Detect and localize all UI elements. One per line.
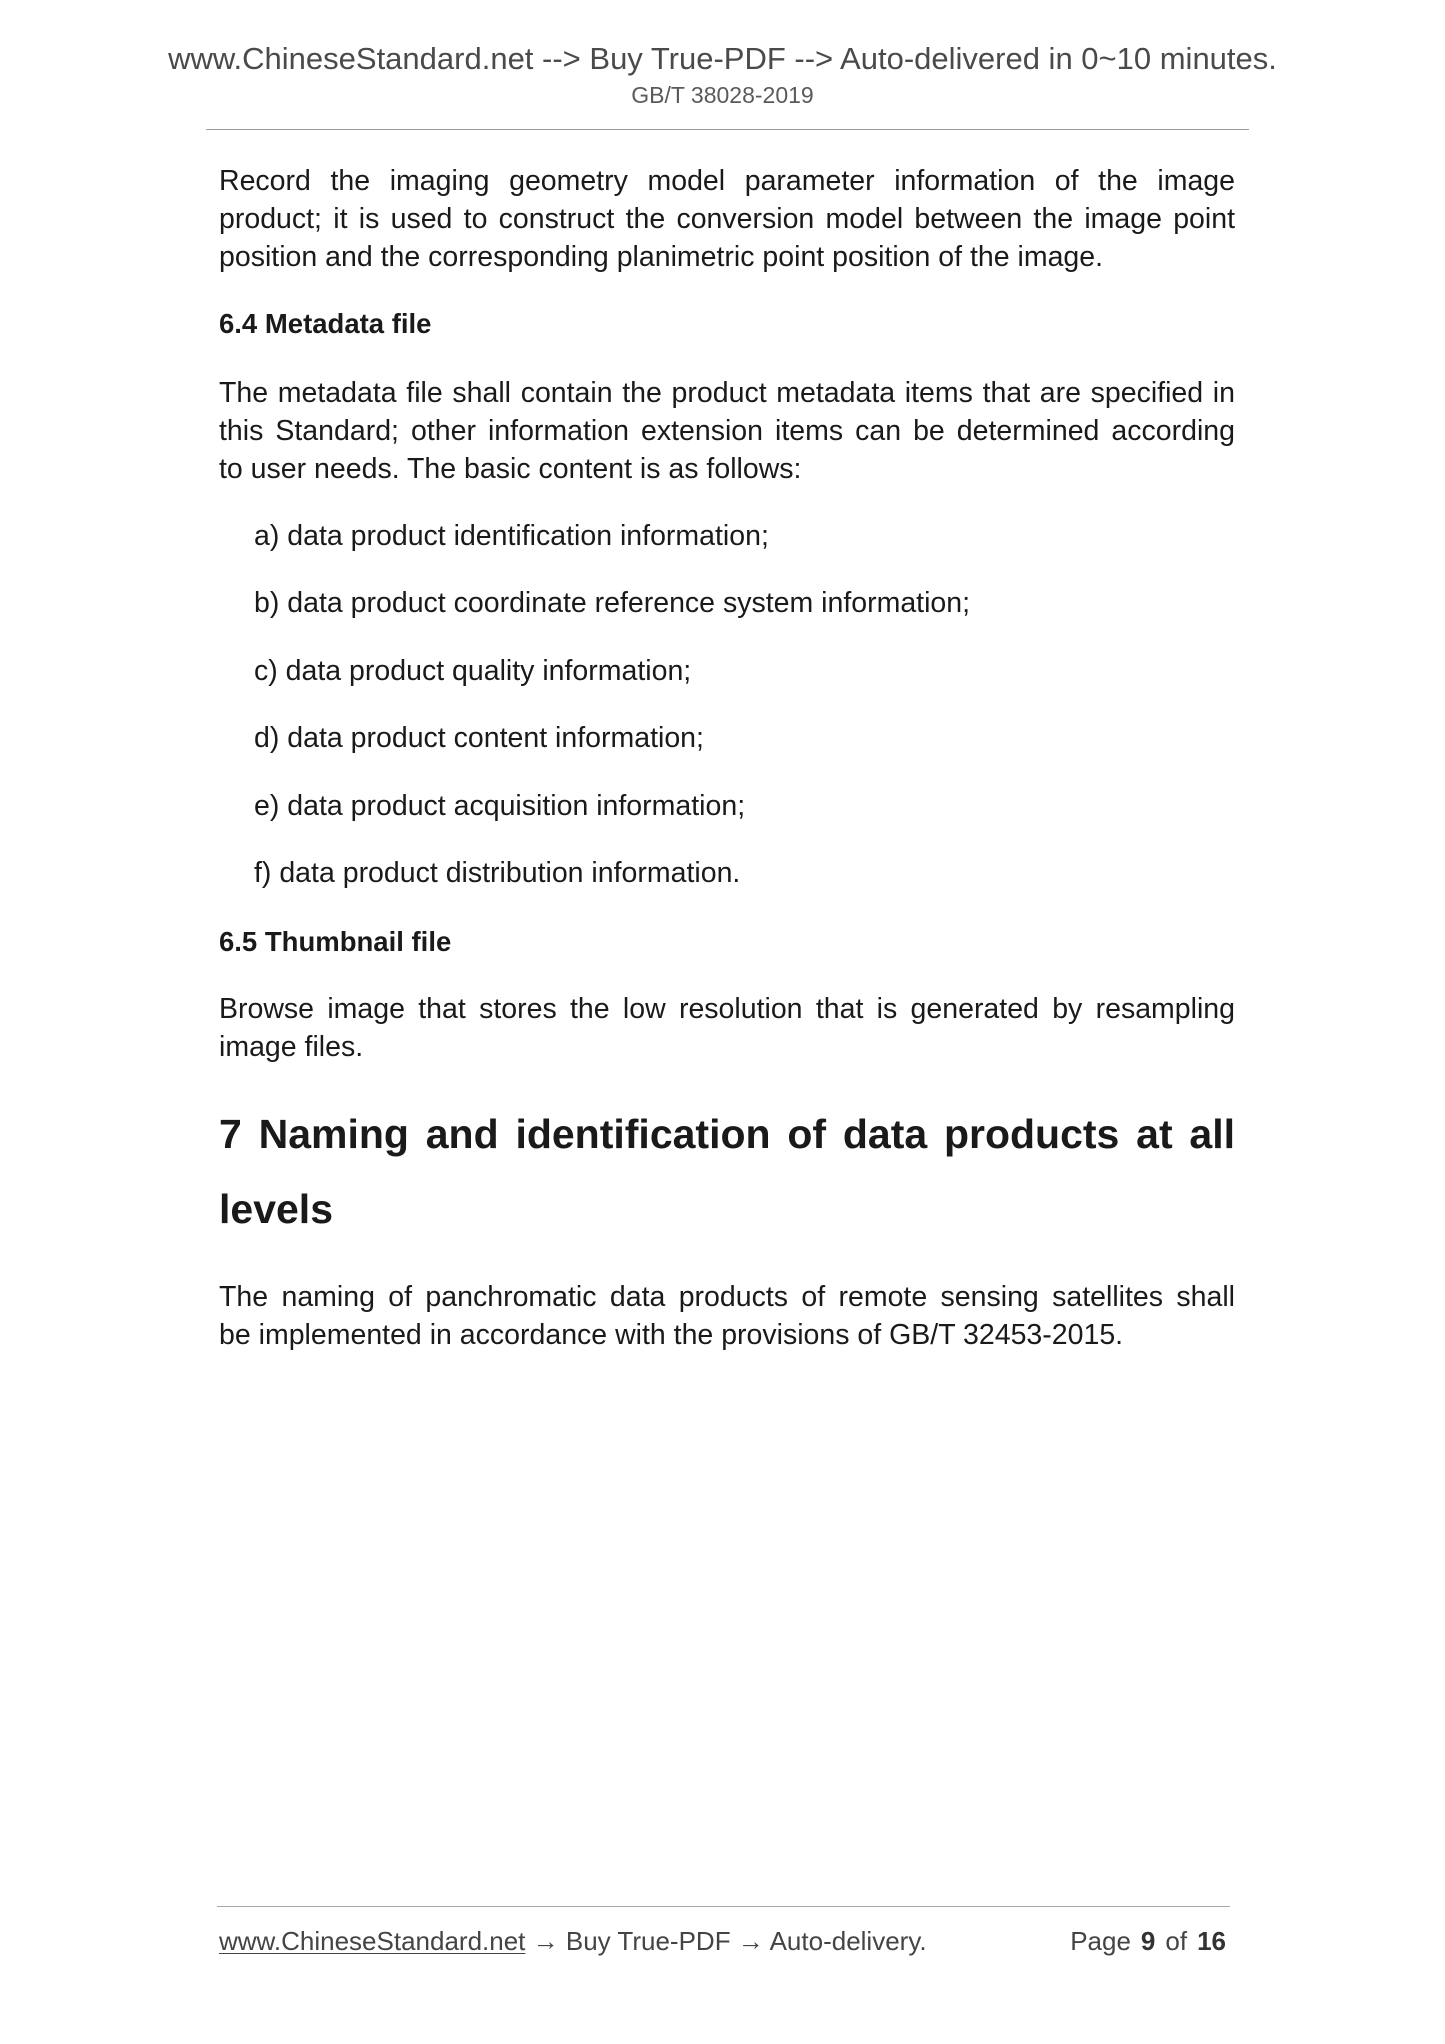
paragraph-line: Browse image that stores the low resolution that is generated by resampling [219,993,1235,1025]
footer-promo [219,1925,927,1957]
paragraph-line: The metadata file shall contain the product metadata items that are specified in [219,377,1235,409]
page-label: Page [1070,1926,1131,1956]
section-7-paragraph [219,1278,1235,1354]
section-heading: 6.4 Metadata file [219,308,432,339]
section-7-heading [219,1097,1235,1247]
header-banner: www.ChineseStandard.net --> Buy True-PDF --> Auto-delivered in 0~10 minutes. [168,41,1277,76]
footer-divider [217,1906,1230,1907]
intro-paragraph [219,162,1235,276]
list-item: c) data product quality information; [254,654,692,687]
list-item: b) data product coordinate reference system information; [254,587,971,620]
section-6-5-heading-block [219,923,1235,961]
list-item: d) data product content information; [254,722,704,755]
list-item: f) data product distribution information. [254,856,741,889]
list-item: a) data product identification information; [254,520,769,552]
paragraph-line: image files. [219,1031,364,1063]
section-6-4-heading-block [219,305,1235,343]
paragraph-line: be implemented in accordance with the provisions of GB/T 32453-2015. [219,1319,1124,1351]
paragraph-line: position and the corresponding planimetric point position of the image. [219,241,1104,273]
paragraph-line: Record the imaging geometry model parameter information of the image [219,165,1235,197]
chapter-heading-line: 7 Naming and identification of data products at all [219,1111,1235,1157]
page-number [960,1925,1226,1957]
footer-site-link[interactable]: www.ChineseStandard.net [219,1926,526,1956]
paragraph-line: to user needs. The basic content is as follows: [219,453,802,485]
chapter-heading-line: levels [219,1186,333,1232]
section-6-4-paragraph [219,374,1235,488]
section-heading: 6.5 Thumbnail file [219,926,452,957]
footer-tagline: → Buy True-PDF → Auto-delivery. [532,1926,927,1956]
paragraph-line: The naming of panchromatic data products of remote sensing satellites shall [219,1281,1235,1313]
paragraph-line: this Standard; other information extension items can be determined according [219,415,1235,447]
document-code: GB/T 38028-2019 [631,82,814,108]
page-current: 9 [1140,1926,1156,1956]
metadata-items-list [254,517,1234,921]
page-total: 16 [1197,1926,1226,1956]
section-6-5-paragraph [219,990,1235,1066]
list-item: e) data product acquisition information; [254,789,746,822]
page-of-label: of [1165,1926,1188,1956]
paragraph-line: product; it is used to construct the conversion model between the image point [219,203,1235,235]
header-divider [206,129,1249,130]
